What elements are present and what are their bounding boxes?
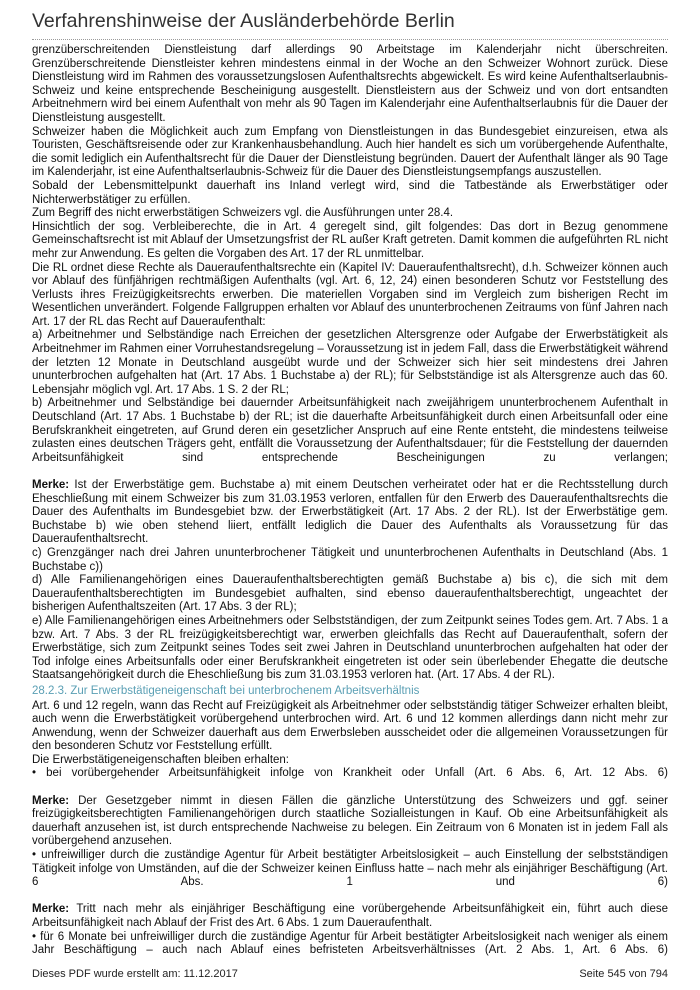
bullet-item: • bei vorübergehender Arbeitsunfähigkeit infolge von Krankheit oder Unfall (Art. 6 Abs. 6, Art. 12 Abs. 6)	[32, 767, 668, 780]
paragraph: Hinsichtlich der sog. Verbleiberechte, die in Art. 4 geregelt sind, gilt folgendes: Das dort in Bezug genommene Gemeinschaftsrecht ist mit Ablauf der Umsetzungsfrist der RL außer Kraft getreten. Damit kommen die aufgeführten RL nicht mehr zur Anwendung. Es gelten die Vorgaben des Art. 17 der RL unmittelbar.	[32, 220, 668, 260]
bullet-item: • unfreiwilliger durch die zuständige Agentur für Arbeit bestätigter Arbeitslosigkeit – auch Einstellung der selbstständigen Tätigkeit infolge von Umständen, auf die der Schweizer keinen Einfluss hatte – nach mehr als einjähriger Beschäftigung (Art. 6 Abs. 1 und 6)	[32, 849, 668, 889]
paragraph: b) Arbeitnehmer und Selbständige bei dauernder Arbeitsunfähigkeit nach zweijährigem ununterbrochenem Aufenthalt in Deutschland (Art. 17 Abs. 1 Buchstabe b) der RL; ist die dauerhafte Arbeitsunfähigkeit durch einen Arbeitsunfall oder eine Berufskrankheit eingetreten, auf Grund deren ein gesetzlicher Anspruch auf eine Rente entsteht, die mindestens teilweise zulasten eines deutschen Trägers geht, entfällt die Voraussetzung der Aufenthaltsdauer; für die Feststellung der dauernden Arbeitsunfähigkeit sind entsprechende Bescheinigungen zu verlangen;	[32, 397, 668, 464]
page-title: Verfahrenshinweise der Ausländerbehörde Berlin	[32, 10, 455, 32]
note-text: Tritt nach mehr als einjähriger Beschäftigung eine vorübergehende Arbeitsunfähigkeit ein, führt auch diese Arbeitsunfähigkeit nach Ablauf der Frist des Art. 6 Abs. 1 zum Daueraufenthalt.	[32, 903, 668, 929]
paragraph: Die RL ordnet diese Rechte als Daueraufenthaltsrechte ein (Kapitel IV: Daueraufenthaltsrecht), d.h. Schweizer können auch vor Ablauf des fünfjährigen rechtmäßigen Aufenthalts (vgl. Art. 6, 12, 24) einen besonderen Schutz vor Feststellung des Verlusts ihres Freizügigkeitsrechts erwerben. Die materiellen Vorgaben sind im Vergleich zum bisherigen Recht im Wesentlichen unverändert. Folgende Fallgruppen erhalten vor Ablauf des ununterbrochenen Zeitraums von fünf Jahren nach Art. 17 der RL das Recht auf Daueraufenthalt:	[32, 261, 668, 328]
paragraph: Schweizer haben die Möglichkeit auch zum Empfang von Dienstleistungen in das Bundesgebiet einzureisen, etwa als Touristen, Geschäftsreisende oder zur Krankenhausbehandlung. Auch hier handelt es sich um vorübergehende Aufenthalte, die somit lediglich ein Aufenthaltsrecht für die Dauer der Dienstleistung begründen. Dauert der Aufenthalt länger als 90 Tage im Kalenderjahr, ist eine Aufenthaltserlaubnis-Schweiz für die Dauer des Dienstleistungsempfangs auszustellen.	[32, 125, 668, 179]
paragraph: e) Alle Familienangehörigen eines Arbeitnehmers oder Selbstständigen, der zum Zeitpunkt seines Todes gem. Art. 7 Abs. 1 a bzw. Art. 7 Abs. 3 der RL freizügigkeitsberechtigt war, erwerben gleichfalls das Recht auf Daueraufenthalt, sofern der Erwerbstätige, sich zum Zeitpunkt seines Todes seit zwei Jahren in Deutschland ununterbrochen aufgehalten hat oder der Tod infolge eines Arbeitsunfalls oder einer Berufskrankheit eingetreten ist oder sein überlebender Ehegatte die deutsche Staatsangehörigkeit durch die Eheschließung bis zum 31.03.1953 verloren hat. (Art. 17 Abs. 4 der RL).	[32, 614, 668, 682]
paragraph: Art. 6 und 12 regeln, wann das Recht auf Freizügigkeit als Arbeitnehmer oder selbstständig tätiger Schweizer erhalten bleibt, auch wenn die Erwerbstätigkeit vorübergehend unterbrochen wird. Art. 6 und 12 kommen allerdings dann nicht mehr zur Anwendung, wenn der Schweizer dauerhaft aus dem Erwerbsleben ausscheidet oder die allgemeinen Voraussetzungen für den besonderen Schutz vor Feststellung erfüllt.	[32, 699, 668, 753]
note-paragraph	[32, 903, 668, 930]
paragraph: c) Grenzgänger nach drei Jahren ununterbrochener Tätigkeit und ununterbrochenen Aufenthalts in Deutschland (Abs. 1 Buchstabe c))	[32, 546, 668, 573]
note-label: Merke:	[32, 903, 70, 916]
page-number: Seite 545 von 794	[579, 968, 668, 980]
paragraph: Sobald der Lebensmittelpunkt dauerhaft ins Inland verlegt wird, sind die Tatbestände als Erwerbstätiger oder Nichterwerbstätiger zu erfüllen.	[32, 179, 668, 206]
paragraph: Die Erwerbstätigeneigenschaften bleiben erhalten:	[32, 753, 289, 766]
header-divider	[32, 39, 668, 40]
note-paragraph	[32, 795, 668, 849]
paragraph: Zum Begriff des nicht erwerbstätigen Schweizers vgl. die Ausführungen unter 28.4.	[32, 207, 454, 220]
section-heading: 28.2.3. Zur Erwerbstätigeneigenschaft bei unterbrochenem Arbeitsverhältnis	[32, 684, 420, 697]
creation-date: Dieses PDF wurde erstellt am: 11.12.2017	[32, 968, 238, 980]
note-label: Merke:	[32, 479, 70, 491]
paragraph: d) Alle Familienangehörigen eines Daueraufenthaltsberechtigten gemäß Buchstabe a) bis c), die sich mit dem Daueraufenthaltsberechtigten im Bundesgebiet aufhalten, sind ebenso daueraufenthaltsberechtigt, ungeachtet der bisherigen Aufenthaltszeiten (Art. 17 Abs. 3 der RL);	[32, 574, 668, 614]
page-header	[32, 9, 668, 40]
note-text: Ist der Erwerbstätige gem. Buchstabe a) mit einem Deutschen verheiratet oder hat er die Rechtsstellung durch Eheschließung mit einem Schweizer bis zum 31.03.1953 verloren, entfallen für den Erwerb des Daueraufenthaltsrechts die Dauer des Aufenthalts im Bundesgebiet bzw. der Erwerbstätigkeit (Art. 17 Abs. 2 der RL). Ist der Erwerbstätige gem. Buchstabe b) wie oben stehend liiert, entfällt lediglich die Dauer des Aufenthalts als Voraussetzung für das Daueraufenthaltsrecht.	[32, 479, 668, 546]
note-text: Der Gesetzgeber nimmt in diesen Fällen die gänzliche Unterstützung des Schweizers und ggf. seiner freizügigkeitsberechtigten Familienangehörigen durch staatliche Sozialleistungen in Kauf. Ob eine Arbeitsunfähigkeit als dauerhaft anzusehen ist, ist durch entsprechende Nachweise zu belegen. Ein Zeitraum von 6 Monaten ist in jedem Fall als vorübergehend anzusehen.	[32, 794, 668, 848]
note-paragraph	[32, 479, 668, 547]
paragraph: a) Arbeitnehmer und Selbständige nach Erreichen der gesetzlichen Altersgrenze oder Aufgabe der Erwerbstätigkeit als Arbeitnehmer im Rahmen einer Vorruhestandsregelung – Voraussetzung ist in jedem Fall, dass die Erwerbstätigkeit während der letzten 12 Monate in Deutschland ausgeübt wurde und der Schweizer sich hier seit mindestens drei Jahren ununterbrochen aufgehalten hat (Art. 17 Abs. 1 Buchstabe a) der RL); für Selbstständige ist als Altersgrenze auch das 60. Lebensjahr möglich vgl. Art. 17 Abs. 1 S. 2 der RL;	[32, 329, 668, 396]
document-body	[32, 44, 668, 958]
paragraph: grenzüberschreitenden Dienstleistung darf allerdings 90 Arbeitstage im Kalenderjahr nicht überschreiten. Grenzüberschreitende Dienstleister kehren mindestens einmal in der Woche an den Schweizer Wohnort zurück. Diese Dienstleistung wird im Rahmen des voraussetzungslosen Aufenthaltsrechts abgewickelt. Es wird keine Aufenthaltserlaubnis-Schweiz und keine entsprechende Bescheinigung ausgestellt. Dienstleistern aus der Schweiz und von dort entsandten Arbeitnehmern wird bei einem Aufenthalt von mehr als 90 Tagen im Kalenderjahr eine Aufenthaltserlaubnis für die Dauer der Dienstleistung ausgestellt.	[32, 44, 668, 124]
bullet-item: • für 6 Monate bei unfreiwilliger durch die zuständige Agentur für Arbeit bestätigter Arbeitslosigkeit nach weniger als einem Jahr Beschäftigung – auch nach Ablauf eines befristeten Arbeitsverhältnisses (Art. 2 Abs. 1, Art. 6 Abs. 6)	[32, 930, 668, 957]
note-label: Merke:	[32, 794, 70, 807]
